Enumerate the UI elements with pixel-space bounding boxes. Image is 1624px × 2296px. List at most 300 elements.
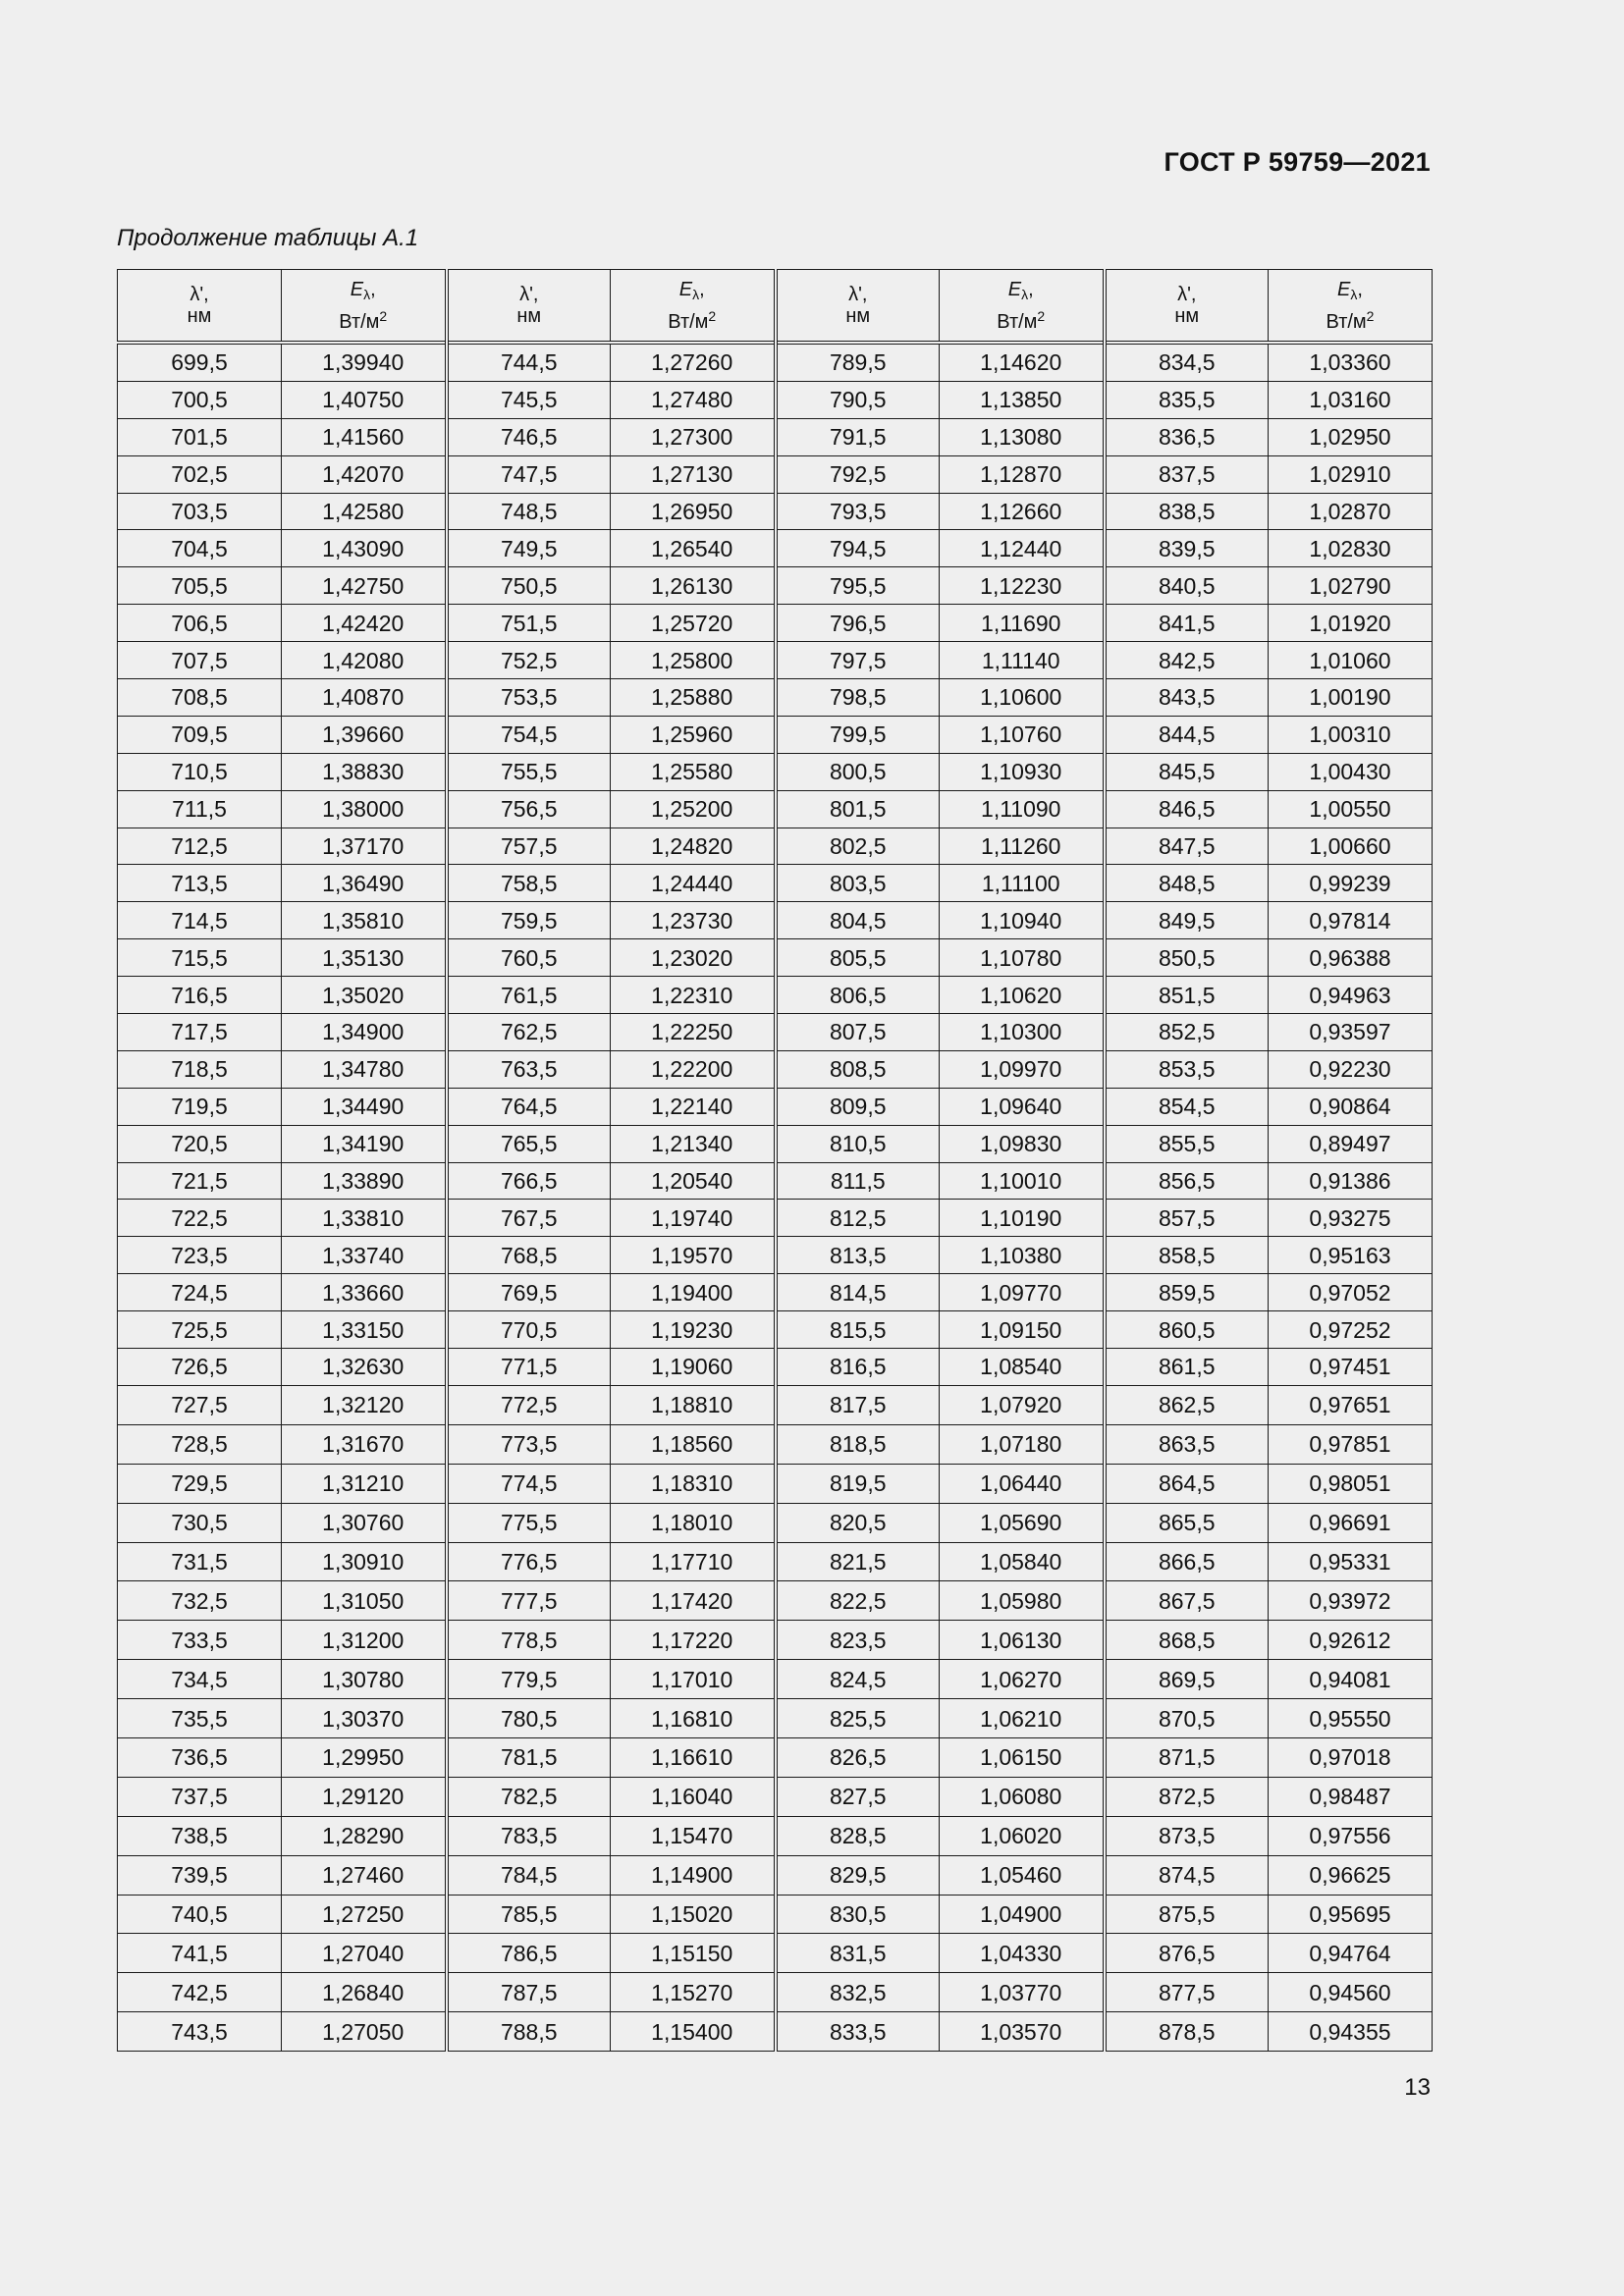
wavelength-cell: 779,5 xyxy=(447,1660,611,1699)
irradiance-cell: 1,16810 xyxy=(611,1699,776,1738)
wavelength-cell: 742,5 xyxy=(118,1973,282,2012)
wavelength-cell: 743,5 xyxy=(118,2012,282,2052)
irradiance-cell: 1,38000 xyxy=(282,790,447,828)
wavelength-cell: 864,5 xyxy=(1105,1464,1269,1503)
table-row xyxy=(118,1699,1433,1738)
irradiance-cell: 1,13850 xyxy=(940,381,1105,418)
irradiance-cell: 1,42080 xyxy=(282,642,447,679)
wavelength-cell: 710,5 xyxy=(118,753,282,790)
irradiance-cell: 0,97651 xyxy=(1269,1385,1433,1424)
wavelength-cell: 806,5 xyxy=(776,977,940,1014)
irradiance-cell: 1,15270 xyxy=(611,1973,776,2012)
irradiance-cell: 1,42580 xyxy=(282,493,447,530)
irradiance-cell: 1,08540 xyxy=(940,1349,1105,1386)
irradiance-cell: 1,19230 xyxy=(611,1311,776,1349)
wavelength-cell: 874,5 xyxy=(1105,1855,1269,1895)
wavelength-cell: 866,5 xyxy=(1105,1542,1269,1581)
table-row xyxy=(118,455,1433,493)
irradiance-cell: 1,30370 xyxy=(282,1699,447,1738)
irradiance-cell: 1,10300 xyxy=(940,1014,1105,1051)
irradiance-cell: 1,42070 xyxy=(282,455,447,493)
wavelength-cell: 769,5 xyxy=(447,1274,611,1311)
wavelength-cell: 822,5 xyxy=(776,1581,940,1621)
wavelength-cell: 827,5 xyxy=(776,1777,940,1816)
wavelength-cell: 795,5 xyxy=(776,567,940,605)
irradiance-cell: 1,07180 xyxy=(940,1424,1105,1464)
irradiance-cell: 1,06270 xyxy=(940,1660,1105,1699)
column-header-4: $E_\lambda$, $Вт/м^2$ xyxy=(611,270,776,344)
wavelength-cell: 782,5 xyxy=(447,1777,611,1816)
table-caption: Продолжение таблицы А.1 xyxy=(117,225,419,251)
wavelength-cell: 821,5 xyxy=(776,1542,940,1581)
wavelength-cell: 796,5 xyxy=(776,605,940,642)
irradiance-cell: 0,94963 xyxy=(1269,977,1433,1014)
irradiance-cell: 1,03160 xyxy=(1269,381,1433,418)
wavelength-cell: 773,5 xyxy=(447,1424,611,1464)
irradiance-cell: 1,18810 xyxy=(611,1385,776,1424)
wavelength-cell: 785,5 xyxy=(447,1895,611,1934)
irradiance-cell: 1,05690 xyxy=(940,1503,1105,1542)
irradiance-cell: 1,19570 xyxy=(611,1237,776,1274)
irradiance-cell: 1,25720 xyxy=(611,605,776,642)
irradiance-cell: 1,15150 xyxy=(611,1934,776,1973)
irradiance-cell: 1,02910 xyxy=(1269,455,1433,493)
irradiance-cell: 0,97052 xyxy=(1269,1274,1433,1311)
irradiance-cell: 1,25960 xyxy=(611,716,776,753)
irradiance-cell: 1,41560 xyxy=(282,418,447,455)
irradiance-cell: 1,34780 xyxy=(282,1050,447,1088)
wavelength-cell: 755,5 xyxy=(447,753,611,790)
wavelength-cell: 760,5 xyxy=(447,939,611,977)
wavelength-cell: 746,5 xyxy=(447,418,611,455)
irradiance-cell: 1,09640 xyxy=(940,1088,1105,1125)
irradiance-cell: 1,27040 xyxy=(282,1934,447,1973)
wavelength-cell: 830,5 xyxy=(776,1895,940,1934)
wavelength-cell: 730,5 xyxy=(118,1503,282,1542)
table-row xyxy=(118,679,1433,717)
irradiance-cell: 1,39940 xyxy=(282,343,447,381)
wavelength-cell: 752,5 xyxy=(447,642,611,679)
wavelength-cell: 817,5 xyxy=(776,1385,940,1424)
wavelength-cell: 797,5 xyxy=(776,642,940,679)
irradiance-cell: 1,09970 xyxy=(940,1050,1105,1088)
wavelength-cell: 836,5 xyxy=(1105,418,1269,455)
wavelength-cell: 868,5 xyxy=(1105,1621,1269,1660)
irradiance-cell: 1,09150 xyxy=(940,1311,1105,1349)
wavelength-cell: 871,5 xyxy=(1105,1737,1269,1777)
irradiance-cell: 1,19740 xyxy=(611,1200,776,1237)
wavelength-cell: 720,5 xyxy=(118,1125,282,1162)
table-row xyxy=(118,1816,1433,1855)
wavelength-cell: 784,5 xyxy=(447,1855,611,1895)
column-header-3: λ', нм xyxy=(447,270,611,344)
wavelength-cell: 711,5 xyxy=(118,790,282,828)
irradiance-cell: 1,12870 xyxy=(940,455,1105,493)
irradiance-cell: 0,92230 xyxy=(1269,1050,1433,1088)
irradiance-cell: 0,98051 xyxy=(1269,1464,1433,1503)
table-row xyxy=(118,753,1433,790)
wavelength-cell: 809,5 xyxy=(776,1088,940,1125)
irradiance-cell: 1,33740 xyxy=(282,1237,447,1274)
irradiance-cell: 1,07920 xyxy=(940,1385,1105,1424)
irradiance-cell: 1,11260 xyxy=(940,828,1105,865)
wavelength-cell: 851,5 xyxy=(1105,977,1269,1014)
irradiance-cell: 0,93275 xyxy=(1269,1200,1433,1237)
wavelength-cell: 722,5 xyxy=(118,1200,282,1237)
wavelength-cell: 859,5 xyxy=(1105,1274,1269,1311)
irradiance-cell: 1,12440 xyxy=(940,530,1105,567)
irradiance-cell: 1,15400 xyxy=(611,2012,776,2052)
wavelength-cell: 799,5 xyxy=(776,716,940,753)
wavelength-cell: 777,5 xyxy=(447,1581,611,1621)
table-row xyxy=(118,1503,1433,1542)
irradiance-cell: 1,11690 xyxy=(940,605,1105,642)
irradiance-cell: 0,94764 xyxy=(1269,1934,1433,1973)
irradiance-cell: 1,35020 xyxy=(282,977,447,1014)
wavelength-cell: 753,5 xyxy=(447,679,611,717)
irradiance-cell: 0,91386 xyxy=(1269,1162,1433,1200)
wavelength-cell: 771,5 xyxy=(447,1349,611,1386)
irradiance-cell: 1,15020 xyxy=(611,1895,776,1934)
irradiance-cell: 0,93972 xyxy=(1269,1581,1433,1621)
wavelength-cell: 741,5 xyxy=(118,1934,282,1973)
irradiance-cell: 1,00430 xyxy=(1269,753,1433,790)
wavelength-cell: 751,5 xyxy=(447,605,611,642)
wavelength-cell: 863,5 xyxy=(1105,1424,1269,1464)
irradiance-cell: 1,04900 xyxy=(940,1895,1105,1934)
irradiance-cell: 1,17420 xyxy=(611,1581,776,1621)
wavelength-cell: 723,5 xyxy=(118,1237,282,1274)
table-row xyxy=(118,605,1433,642)
irradiance-cell: 1,18010 xyxy=(611,1503,776,1542)
wavelength-cell: 860,5 xyxy=(1105,1311,1269,1349)
table-row xyxy=(118,977,1433,1014)
wavelength-cell: 781,5 xyxy=(447,1737,611,1777)
table-row xyxy=(118,865,1433,902)
wavelength-cell: 758,5 xyxy=(447,865,611,902)
wavelength-cell: 749,5 xyxy=(447,530,611,567)
irradiance-cell: 1,16610 xyxy=(611,1737,776,1777)
irradiance-cell: 1,17010 xyxy=(611,1660,776,1699)
wavelength-cell: 847,5 xyxy=(1105,828,1269,865)
wavelength-cell: 837,5 xyxy=(1105,455,1269,493)
table-row xyxy=(118,1385,1433,1424)
irradiance-cell: 1,10190 xyxy=(940,1200,1105,1237)
irradiance-cell: 1,11090 xyxy=(940,790,1105,828)
wavelength-cell: 735,5 xyxy=(118,1699,282,1738)
irradiance-cell: 1,05840 xyxy=(940,1542,1105,1581)
wavelength-cell: 802,5 xyxy=(776,828,940,865)
wavelength-cell: 713,5 xyxy=(118,865,282,902)
wavelength-cell: 844,5 xyxy=(1105,716,1269,753)
wavelength-cell: 718,5 xyxy=(118,1050,282,1088)
wavelength-cell: 747,5 xyxy=(447,455,611,493)
irradiance-cell: 1,05460 xyxy=(940,1855,1105,1895)
wavelength-cell: 778,5 xyxy=(447,1621,611,1660)
wavelength-cell: 853,5 xyxy=(1105,1050,1269,1088)
irradiance-cell: 1,29120 xyxy=(282,1777,447,1816)
irradiance-cell: 1,03570 xyxy=(940,2012,1105,2052)
irradiance-cell: 1,27050 xyxy=(282,2012,447,2052)
wavelength-cell: 715,5 xyxy=(118,939,282,977)
wavelength-cell: 728,5 xyxy=(118,1424,282,1464)
wavelength-cell: 826,5 xyxy=(776,1737,940,1777)
table-row xyxy=(118,530,1433,567)
wavelength-cell: 793,5 xyxy=(776,493,940,530)
column-header-8: $E_\lambda$, $Вт/м^2$ xyxy=(1269,270,1433,344)
irradiance-cell: 1,30910 xyxy=(282,1542,447,1581)
irradiance-cell: 1,40870 xyxy=(282,679,447,717)
wavelength-cell: 805,5 xyxy=(776,939,940,977)
table-row xyxy=(118,1973,1433,2012)
irradiance-cell: 0,99239 xyxy=(1269,865,1433,902)
wavelength-cell: 727,5 xyxy=(118,1385,282,1424)
irradiance-cell: 1,10380 xyxy=(940,1237,1105,1274)
wavelength-cell: 754,5 xyxy=(447,716,611,753)
irradiance-cell: 1,10760 xyxy=(940,716,1105,753)
irradiance-cell: 1,27130 xyxy=(611,455,776,493)
irradiance-cell: 1,16040 xyxy=(611,1777,776,1816)
irradiance-cell: 1,17710 xyxy=(611,1542,776,1581)
wavelength-cell: 832,5 xyxy=(776,1973,940,2012)
table-row xyxy=(118,1424,1433,1464)
wavelength-cell: 774,5 xyxy=(447,1464,611,1503)
irradiance-cell: 1,02870 xyxy=(1269,493,1433,530)
table-row xyxy=(118,1088,1433,1125)
irradiance-cell: 1,21340 xyxy=(611,1125,776,1162)
wavelength-cell: 829,5 xyxy=(776,1855,940,1895)
irradiance-cell: 0,94355 xyxy=(1269,2012,1433,2052)
irradiance-cell: 1,34900 xyxy=(282,1014,447,1051)
irradiance-cell: 1,28290 xyxy=(282,1816,447,1855)
wavelength-cell: 794,5 xyxy=(776,530,940,567)
irradiance-cell: 1,24820 xyxy=(611,828,776,865)
table-row xyxy=(118,2012,1433,2052)
irradiance-cell: 1,05980 xyxy=(940,1581,1105,1621)
wavelength-cell: 839,5 xyxy=(1105,530,1269,567)
irradiance-cell: 1,25880 xyxy=(611,679,776,717)
table-row xyxy=(118,828,1433,865)
irradiance-cell: 1,02790 xyxy=(1269,567,1433,605)
irradiance-cell: 1,22140 xyxy=(611,1088,776,1125)
wavelength-cell: 740,5 xyxy=(118,1895,282,1934)
irradiance-cell: 1,10620 xyxy=(940,977,1105,1014)
wavelength-cell: 770,5 xyxy=(447,1311,611,1349)
wavelength-cell: 707,5 xyxy=(118,642,282,679)
wavelength-cell: 739,5 xyxy=(118,1855,282,1895)
table-row xyxy=(118,418,1433,455)
irradiance-cell: 0,92612 xyxy=(1269,1621,1433,1660)
irradiance-cell: 1,26540 xyxy=(611,530,776,567)
column-header-5: λ', нм xyxy=(776,270,940,344)
wavelength-cell: 757,5 xyxy=(447,828,611,865)
table-row xyxy=(118,1162,1433,1200)
irradiance-cell: 1,04330 xyxy=(940,1934,1105,1973)
wavelength-cell: 872,5 xyxy=(1105,1777,1269,1816)
table-row xyxy=(118,1311,1433,1349)
irradiance-cell: 1,18560 xyxy=(611,1424,776,1464)
irradiance-cell: 1,27250 xyxy=(282,1895,447,1934)
wavelength-cell: 870,5 xyxy=(1105,1699,1269,1738)
wavelength-cell: 750,5 xyxy=(447,567,611,605)
irradiance-cell: 1,02950 xyxy=(1269,418,1433,455)
column-header-6: $E_\lambda$, $Вт/м^2$ xyxy=(940,270,1105,344)
irradiance-cell: 1,00550 xyxy=(1269,790,1433,828)
wavelength-cell: 719,5 xyxy=(118,1088,282,1125)
irradiance-cell: 1,06440 xyxy=(940,1464,1105,1503)
irradiance-cell: 1,19400 xyxy=(611,1274,776,1311)
irradiance-cell: 1,34190 xyxy=(282,1125,447,1162)
irradiance-cell: 1,37170 xyxy=(282,828,447,865)
wavelength-cell: 807,5 xyxy=(776,1014,940,1051)
table-row xyxy=(118,493,1433,530)
wavelength-cell: 814,5 xyxy=(776,1274,940,1311)
irradiance-cell: 0,96691 xyxy=(1269,1503,1433,1542)
irradiance-cell: 1,42420 xyxy=(282,605,447,642)
irradiance-cell: 1,31670 xyxy=(282,1424,447,1464)
table-row xyxy=(118,567,1433,605)
wavelength-cell: 855,5 xyxy=(1105,1125,1269,1162)
wavelength-cell: 704,5 xyxy=(118,530,282,567)
wavelength-cell: 850,5 xyxy=(1105,939,1269,977)
irradiance-cell: 1,06130 xyxy=(940,1621,1105,1660)
irradiance-cell: 0,97814 xyxy=(1269,902,1433,939)
wavelength-cell: 838,5 xyxy=(1105,493,1269,530)
wavelength-cell: 763,5 xyxy=(447,1050,611,1088)
table-body xyxy=(118,343,1433,2052)
wavelength-cell: 729,5 xyxy=(118,1464,282,1503)
wavelength-cell: 811,5 xyxy=(776,1162,940,1200)
wavelength-cell: 756,5 xyxy=(447,790,611,828)
wavelength-cell: 776,5 xyxy=(447,1542,611,1581)
wavelength-cell: 875,5 xyxy=(1105,1895,1269,1934)
data-table xyxy=(117,269,1433,2052)
wavelength-cell: 709,5 xyxy=(118,716,282,753)
wavelength-cell: 834,5 xyxy=(1105,343,1269,381)
irradiance-cell: 1,30760 xyxy=(282,1503,447,1542)
irradiance-cell: 1,26130 xyxy=(611,567,776,605)
wavelength-cell: 706,5 xyxy=(118,605,282,642)
irradiance-cell: 0,90864 xyxy=(1269,1088,1433,1125)
irradiance-cell: 1,14620 xyxy=(940,343,1105,381)
irradiance-cell: 0,97451 xyxy=(1269,1349,1433,1386)
table-row xyxy=(118,1581,1433,1621)
irradiance-cell: 1,09770 xyxy=(940,1274,1105,1311)
wavelength-cell: 748,5 xyxy=(447,493,611,530)
wavelength-cell: 744,5 xyxy=(447,343,611,381)
wavelength-cell: 790,5 xyxy=(776,381,940,418)
irradiance-cell: 1,10940 xyxy=(940,902,1105,939)
table-row xyxy=(118,1895,1433,1934)
wavelength-cell: 733,5 xyxy=(118,1621,282,1660)
wavelength-cell: 721,5 xyxy=(118,1162,282,1200)
irradiance-cell: 0,96388 xyxy=(1269,939,1433,977)
wavelength-cell: 767,5 xyxy=(447,1200,611,1237)
irradiance-cell: 0,97018 xyxy=(1269,1737,1433,1777)
wavelength-cell: 765,5 xyxy=(447,1125,611,1162)
irradiance-cell: 1,09830 xyxy=(940,1125,1105,1162)
wavelength-cell: 857,5 xyxy=(1105,1200,1269,1237)
irradiance-cell: 1,32120 xyxy=(282,1385,447,1424)
irradiance-cell: 1,24440 xyxy=(611,865,776,902)
wavelength-cell: 772,5 xyxy=(447,1385,611,1424)
irradiance-cell: 0,94081 xyxy=(1269,1660,1433,1699)
table-row xyxy=(118,902,1433,939)
wavelength-cell: 762,5 xyxy=(447,1014,611,1051)
irradiance-cell: 1,14900 xyxy=(611,1855,776,1895)
table-row xyxy=(118,1237,1433,1274)
table-row xyxy=(118,1737,1433,1777)
wavelength-cell: 701,5 xyxy=(118,418,282,455)
irradiance-cell: 1,27460 xyxy=(282,1855,447,1895)
table-row xyxy=(118,1464,1433,1503)
table-row xyxy=(118,939,1433,977)
wavelength-cell: 848,5 xyxy=(1105,865,1269,902)
wavelength-cell: 878,5 xyxy=(1105,2012,1269,2052)
irradiance-cell: 1,06020 xyxy=(940,1816,1105,1855)
irradiance-cell: 1,00190 xyxy=(1269,679,1433,717)
irradiance-cell: 1,03360 xyxy=(1269,343,1433,381)
irradiance-cell: 0,95695 xyxy=(1269,1895,1433,1934)
wavelength-cell: 725,5 xyxy=(118,1311,282,1349)
wavelength-cell: 804,5 xyxy=(776,902,940,939)
wavelength-cell: 800,5 xyxy=(776,753,940,790)
irradiance-cell: 1,03770 xyxy=(940,1973,1105,2012)
table-row xyxy=(118,716,1433,753)
wavelength-cell: 843,5 xyxy=(1105,679,1269,717)
wavelength-cell: 712,5 xyxy=(118,828,282,865)
wavelength-cell: 714,5 xyxy=(118,902,282,939)
document-code: ГОСТ Р 59759—2021 xyxy=(1164,147,1431,177)
irradiance-cell: 1,23020 xyxy=(611,939,776,977)
wavelength-cell: 808,5 xyxy=(776,1050,940,1088)
irradiance-cell: 1,26950 xyxy=(611,493,776,530)
table-row xyxy=(118,381,1433,418)
irradiance-cell: 1,10010 xyxy=(940,1162,1105,1200)
irradiance-cell: 1,34490 xyxy=(282,1088,447,1125)
irradiance-cell: 1,10780 xyxy=(940,939,1105,977)
irradiance-cell: 1,06080 xyxy=(940,1777,1105,1816)
wavelength-cell: 876,5 xyxy=(1105,1934,1269,1973)
wavelength-cell: 823,5 xyxy=(776,1621,940,1660)
wavelength-cell: 703,5 xyxy=(118,493,282,530)
wavelength-cell: 867,5 xyxy=(1105,1581,1269,1621)
wavelength-cell: 717,5 xyxy=(118,1014,282,1051)
irradiance-cell: 1,06150 xyxy=(940,1737,1105,1777)
page-number: 13 xyxy=(1404,2074,1431,2101)
wavelength-cell: 761,5 xyxy=(447,977,611,1014)
irradiance-cell: 1,42750 xyxy=(282,567,447,605)
table-row xyxy=(118,790,1433,828)
wavelength-cell: 726,5 xyxy=(118,1349,282,1386)
column-header-7: λ', нм xyxy=(1105,270,1269,344)
irradiance-cell: 1,31200 xyxy=(282,1621,447,1660)
irradiance-cell: 1,27260 xyxy=(611,343,776,381)
irradiance-cell: 1,25580 xyxy=(611,753,776,790)
irradiance-cell: 1,00660 xyxy=(1269,828,1433,865)
irradiance-cell: 1,36490 xyxy=(282,865,447,902)
wavelength-cell: 759,5 xyxy=(447,902,611,939)
irradiance-cell: 1,27480 xyxy=(611,381,776,418)
irradiance-cell: 1,33660 xyxy=(282,1274,447,1311)
wavelength-cell: 791,5 xyxy=(776,418,940,455)
wavelength-cell: 705,5 xyxy=(118,567,282,605)
wavelength-cell: 737,5 xyxy=(118,1777,282,1816)
irradiance-cell: 1,11100 xyxy=(940,865,1105,902)
wavelength-cell: 842,5 xyxy=(1105,642,1269,679)
irradiance-cell: 1,13080 xyxy=(940,418,1105,455)
wavelength-cell: 787,5 xyxy=(447,1973,611,2012)
